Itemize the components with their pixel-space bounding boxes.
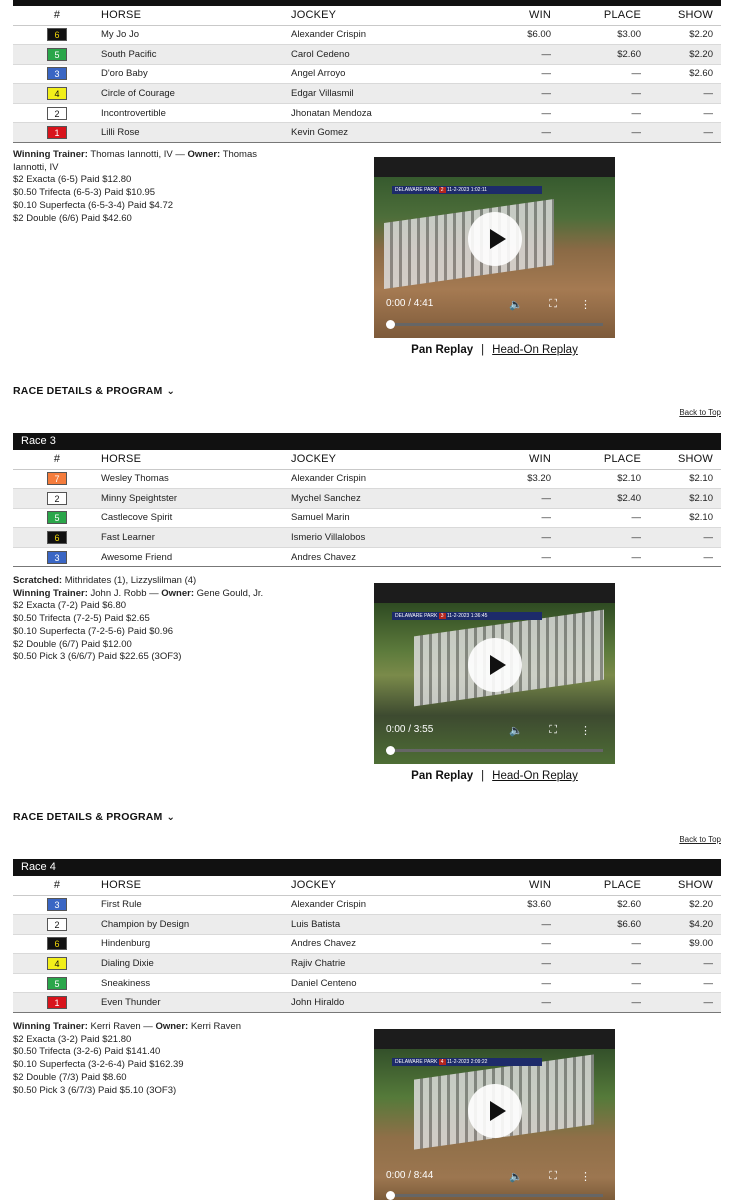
- jockey-name: Jhonatan Mendoza: [291, 103, 471, 123]
- place-payout: $6.60: [551, 915, 641, 935]
- col-horse: HORSE: [101, 450, 291, 469]
- saddle-cell: [13, 103, 101, 123]
- win-payout: —: [471, 103, 551, 123]
- payout-line: $2 Exacta (7-2) Paid $6.80: [13, 600, 127, 612]
- table-row: [13, 123, 721, 143]
- race-3-video-player[interactable]: [374, 583, 615, 764]
- jockey-name: Carol Cedeno: [291, 45, 471, 65]
- payout-line: $2 Exacta (6-5) Paid $12.80: [13, 174, 132, 186]
- show-payout: —: [641, 84, 721, 104]
- show-payout: —: [641, 954, 721, 974]
- payout-list: [13, 600, 273, 664]
- table-row: [13, 895, 721, 915]
- race-2-payouts: [13, 149, 273, 225]
- fullscreen-icon[interactable]: ⛶: [549, 298, 557, 310]
- show-payout: $2.20: [641, 45, 721, 65]
- place-payout: —: [551, 528, 641, 548]
- saddle-cloth-badge: 4: [47, 957, 67, 970]
- saddle-cloth-badge: 1: [47, 996, 67, 1009]
- payout-list: [13, 174, 273, 225]
- jockey-name: Alexander Crispin: [291, 469, 471, 489]
- jockey-name: Andres Chavez: [291, 934, 471, 954]
- col-show: SHOW: [641, 876, 721, 895]
- race-2-results: [13, 0, 721, 143]
- saddle-cloth-badge: 4: [47, 87, 67, 100]
- pan-replay-label[interactable]: Pan Replay: [411, 770, 474, 782]
- video-overlay-bar: DELAWARE PARK 3 11-2-2023 1:36:45: [392, 612, 542, 620]
- win-payout: —: [471, 993, 551, 1013]
- col-show: SHOW: [641, 450, 721, 469]
- video-progress-bar[interactable]: [386, 1194, 603, 1197]
- saddle-cloth-badge: 1: [47, 126, 67, 139]
- place-payout: —: [551, 973, 641, 993]
- saddle-cell: [13, 84, 101, 104]
- table-row: [13, 469, 721, 489]
- show-payout: —: [641, 103, 721, 123]
- video-time: 0:00 / 4:41: [386, 298, 434, 309]
- col-num: #: [13, 6, 101, 25]
- col-win: WIN: [471, 876, 551, 895]
- more-options-icon[interactable]: ⋮: [580, 725, 591, 737]
- payout-line: $0.50 Trifecta (3-2-6) Paid $141.40: [13, 1046, 161, 1058]
- horse-name: First Rule: [101, 895, 291, 915]
- horse-name: Fast Learner: [101, 528, 291, 548]
- payout-line: $2 Double (6/7) Paid $12.00: [13, 638, 132, 650]
- table-row: [13, 64, 721, 84]
- payout-line: $0.10 Superfecta (3-2-6-4) Paid $162.39: [13, 1059, 184, 1071]
- table-row: [13, 915, 721, 935]
- jockey-name: Edgar Villasmil: [291, 84, 471, 104]
- race-4-table: [13, 876, 721, 1013]
- pan-replay-label[interactable]: Pan Replay: [411, 344, 474, 356]
- horse-name: D'oro Baby: [101, 64, 291, 84]
- show-payout: $4.20: [641, 915, 721, 935]
- saddle-cell: [13, 64, 101, 84]
- race-4-results: [13, 859, 721, 1013]
- saddle-cell: [13, 954, 101, 974]
- win-payout: —: [471, 508, 551, 528]
- race-3-payouts: [13, 575, 273, 664]
- horse-name: My Jo Jo: [101, 25, 291, 45]
- video-controls: [386, 298, 603, 312]
- place-payout: —: [551, 123, 641, 143]
- show-payout: $2.10: [641, 469, 721, 489]
- jockey-name: Alexander Crispin: [291, 25, 471, 45]
- jockey-name: Mychel Sanchez: [291, 489, 471, 509]
- horse-name: South Pacific: [101, 45, 291, 65]
- race-2-video-player[interactable]: [374, 157, 615, 338]
- play-icon[interactable]: [468, 638, 522, 692]
- saddle-cell: [13, 123, 101, 143]
- win-payout: —: [471, 954, 551, 974]
- saddle-cell: [13, 993, 101, 1013]
- race-4-payouts: [13, 1021, 273, 1097]
- table-header-row: [13, 450, 721, 469]
- play-icon[interactable]: [468, 212, 522, 266]
- separator: |: [481, 770, 485, 782]
- back-to-top-link[interactable]: Back to Top: [679, 835, 721, 844]
- saddle-cloth-badge: 5: [47, 511, 67, 524]
- race-3-replay-links: [374, 770, 615, 782]
- show-payout: —: [641, 973, 721, 993]
- saddle-cell: [13, 915, 101, 935]
- jockey-name: Ismerio Villalobos: [291, 528, 471, 548]
- payout-list: [13, 1034, 273, 1098]
- win-payout: —: [471, 45, 551, 65]
- col-win: WIN: [471, 6, 551, 25]
- payout-line: $0.50 Trifecta (7-2-5) Paid $2.65: [13, 613, 150, 625]
- win-payout: —: [471, 973, 551, 993]
- col-num: #: [13, 876, 101, 895]
- horse-name: Lilli Rose: [101, 123, 291, 143]
- table-row: [13, 934, 721, 954]
- col-place: PLACE: [551, 450, 641, 469]
- play-icon[interactable]: [468, 1084, 522, 1138]
- table-row: [13, 993, 721, 1013]
- trainer-line: Winning Trainer: Thomas Iannotti, IV — Owner: Thomas Iannotti, IV: [13, 149, 258, 173]
- horse-name: Circle of Courage: [101, 84, 291, 104]
- horse-name: Sneakiness: [101, 973, 291, 993]
- progress-knob[interactable]: [386, 746, 395, 755]
- progress-knob[interactable]: [386, 1191, 395, 1200]
- saddle-cloth-badge: 2: [47, 107, 67, 120]
- place-payout: —: [551, 547, 641, 567]
- jockey-name: John Hiraldo: [291, 993, 471, 1013]
- horse-name: Champion by Design: [101, 915, 291, 935]
- video-controls: [386, 724, 603, 738]
- video-time: 0:00 / 8:44: [386, 1170, 434, 1181]
- race-2-details-toggle[interactable]: RACE DETAILS & PROGRAM ⌄: [13, 385, 176, 397]
- win-payout: —: [471, 528, 551, 548]
- place-payout: $2.60: [551, 45, 641, 65]
- col-horse: HORSE: [101, 6, 291, 25]
- win-payout: $6.00: [471, 25, 551, 45]
- saddle-cloth-badge: 7: [47, 472, 67, 485]
- payout-line: $0.10 Superfecta (7-2-5-6) Paid $0.96: [13, 625, 174, 637]
- saddle-cloth-badge: 5: [47, 977, 67, 990]
- place-payout: $3.00: [551, 25, 641, 45]
- payout-line: $2 Double (6/6) Paid $42.60: [13, 212, 132, 224]
- scratched-line: Scratched: Mithridates (1), Lizzyslilman (4): [13, 575, 197, 586]
- race-3-header: Race 3: [13, 433, 721, 450]
- payout-line: $2 Exacta (3-2) Paid $21.80: [13, 1033, 132, 1045]
- place-payout: —: [551, 954, 641, 974]
- chevron-down-icon: ⌄: [166, 812, 176, 823]
- table-row: [13, 25, 721, 45]
- payout-line: $2 Double (7/3) Paid $8.60: [13, 1071, 127, 1083]
- trainer-line: Winning Trainer: John J. Robb — Owner: Gene Gould, Jr.: [13, 587, 264, 599]
- saddle-cell: [13, 528, 101, 548]
- col-jockey: JOCKEY: [291, 6, 471, 25]
- place-payout: $2.40: [551, 489, 641, 509]
- place-payout: —: [551, 508, 641, 528]
- table-row: [13, 954, 721, 974]
- show-payout: $2.20: [641, 25, 721, 45]
- payout-line: $0.50 Trifecta (6-5-3) Paid $10.95: [13, 187, 156, 199]
- show-payout: —: [641, 528, 721, 548]
- place-payout: —: [551, 84, 641, 104]
- show-payout: $2.60: [641, 64, 721, 84]
- head-on-replay-link[interactable]: Head-On Replay: [492, 770, 578, 782]
- more-options-icon[interactable]: ⋮: [580, 1171, 591, 1183]
- table-row: [13, 45, 721, 65]
- saddle-cloth-badge: 3: [47, 551, 67, 564]
- table-row: [13, 103, 721, 123]
- place-payout: —: [551, 993, 641, 1013]
- table-header-row: [13, 876, 721, 895]
- show-payout: —: [641, 547, 721, 567]
- table-row: [13, 528, 721, 548]
- show-payout: $2.10: [641, 508, 721, 528]
- more-options-icon[interactable]: ⋮: [580, 299, 591, 311]
- saddle-cloth-badge: 2: [47, 492, 67, 505]
- saddle-cell: [13, 489, 101, 509]
- video-overlay-bar: DELAWARE PARK 4 11-2-2023 2:09:22: [392, 1058, 542, 1066]
- jockey-name: Alexander Crispin: [291, 895, 471, 915]
- win-payout: —: [471, 915, 551, 935]
- table-row: [13, 508, 721, 528]
- table-row: [13, 973, 721, 993]
- win-payout: —: [471, 489, 551, 509]
- saddle-cell: [13, 895, 101, 915]
- video-progress-bar[interactable]: [386, 749, 603, 752]
- saddle-cell: [13, 469, 101, 489]
- jockey-name: Rajiv Chatrie: [291, 954, 471, 974]
- horse-name: Minny Speightster: [101, 489, 291, 509]
- payout-line: $0.50 Pick 3 (6/7/3) Paid $5.10 (3OF3): [13, 1084, 177, 1096]
- table-row: [13, 84, 721, 104]
- back-to-top-link[interactable]: Back to Top: [679, 408, 721, 417]
- win-payout: $3.20: [471, 469, 551, 489]
- saddle-cell: [13, 547, 101, 567]
- win-payout: —: [471, 934, 551, 954]
- video-time: 0:00 / 3:55: [386, 724, 434, 735]
- saddle-cloth-badge: 3: [47, 898, 67, 911]
- horse-name: Incontrovertible: [101, 103, 291, 123]
- horse-name: Dialing Dixie: [101, 954, 291, 974]
- race-3-results: [13, 433, 721, 567]
- chevron-down-icon: ⌄: [166, 386, 176, 397]
- jockey-name: Kevin Gomez: [291, 123, 471, 143]
- jockey-name: Daniel Centeno: [291, 973, 471, 993]
- place-payout: $2.10: [551, 469, 641, 489]
- trainer-line: Winning Trainer: Kerri Raven — Owner: Kerri Raven: [13, 1021, 241, 1032]
- saddle-cloth-badge: 6: [47, 937, 67, 950]
- payout-line: $0.10 Superfecta (6-5-3-4) Paid $4.72: [13, 199, 174, 211]
- volume-icon[interactable]: 🔈: [509, 725, 523, 737]
- show-payout: —: [641, 993, 721, 1013]
- jockey-name: Andres Chavez: [291, 547, 471, 567]
- saddle-cell: [13, 934, 101, 954]
- win-payout: —: [471, 123, 551, 143]
- place-payout: —: [551, 934, 641, 954]
- win-payout: —: [471, 64, 551, 84]
- show-payout: $2.20: [641, 895, 721, 915]
- video-progress-bar[interactable]: [386, 323, 603, 326]
- col-jockey: JOCKEY: [291, 876, 471, 895]
- col-win: WIN: [471, 450, 551, 469]
- race-4-video-player[interactable]: [374, 1029, 615, 1200]
- place-payout: —: [551, 64, 641, 84]
- show-payout: —: [641, 123, 721, 143]
- win-payout: $3.60: [471, 895, 551, 915]
- volume-icon[interactable]: 🔈: [509, 299, 523, 311]
- col-num: #: [13, 450, 101, 469]
- win-payout: —: [471, 547, 551, 567]
- jockey-name: Samuel Marin: [291, 508, 471, 528]
- saddle-cell: [13, 973, 101, 993]
- video-overlay-bar: DELAWARE PARK 2 11-2-2023 1:02:11: [392, 186, 542, 194]
- table-header-row: [13, 6, 721, 25]
- win-payout: —: [471, 84, 551, 104]
- jockey-name: Luis Batista: [291, 915, 471, 935]
- payout-line: $0.50 Pick 3 (6/6/7) Paid $22.65 (3OF3): [13, 651, 182, 663]
- saddle-cell: [13, 45, 101, 65]
- horse-name: Castlecove Spirit: [101, 508, 291, 528]
- saddle-cell: [13, 508, 101, 528]
- horse-name: Wesley Thomas: [101, 469, 291, 489]
- race-3-table: [13, 450, 721, 567]
- place-payout: $2.60: [551, 895, 641, 915]
- horse-name: Even Thunder: [101, 993, 291, 1013]
- col-show: SHOW: [641, 6, 721, 25]
- progress-knob[interactable]: [386, 320, 395, 329]
- saddle-cloth-badge: 3: [47, 67, 67, 80]
- place-payout: —: [551, 103, 641, 123]
- table-row: [13, 547, 721, 567]
- race-4-header: Race 4: [13, 859, 721, 876]
- col-place: PLACE: [551, 6, 641, 25]
- horse-name: Hindenburg: [101, 934, 291, 954]
- col-place: PLACE: [551, 876, 641, 895]
- race-2-table: [13, 6, 721, 143]
- horse-name: Awesome Friend: [101, 547, 291, 567]
- show-payout: $9.00: [641, 934, 721, 954]
- saddle-cloth-badge: 6: [47, 28, 67, 41]
- show-payout: $2.10: [641, 489, 721, 509]
- jockey-name: Angel Arroyo: [291, 64, 471, 84]
- saddle-cell: [13, 25, 101, 45]
- head-on-replay-link[interactable]: Head-On Replay: [492, 344, 578, 356]
- saddle-cloth-badge: 6: [47, 531, 67, 544]
- fullscreen-icon[interactable]: ⛶: [549, 724, 557, 736]
- col-horse: HORSE: [101, 876, 291, 895]
- fullscreen-icon[interactable]: ⛶: [549, 1170, 557, 1182]
- video-controls: [386, 1170, 603, 1184]
- saddle-cloth-badge: 5: [47, 48, 67, 61]
- race-2-replay-links: [374, 344, 615, 356]
- col-jockey: JOCKEY: [291, 450, 471, 469]
- table-row: [13, 489, 721, 509]
- saddle-cloth-badge: 2: [47, 918, 67, 931]
- race-3-details-toggle[interactable]: RACE DETAILS & PROGRAM ⌄: [13, 811, 176, 823]
- volume-icon[interactable]: 🔈: [509, 1171, 523, 1183]
- separator: |: [481, 344, 485, 356]
